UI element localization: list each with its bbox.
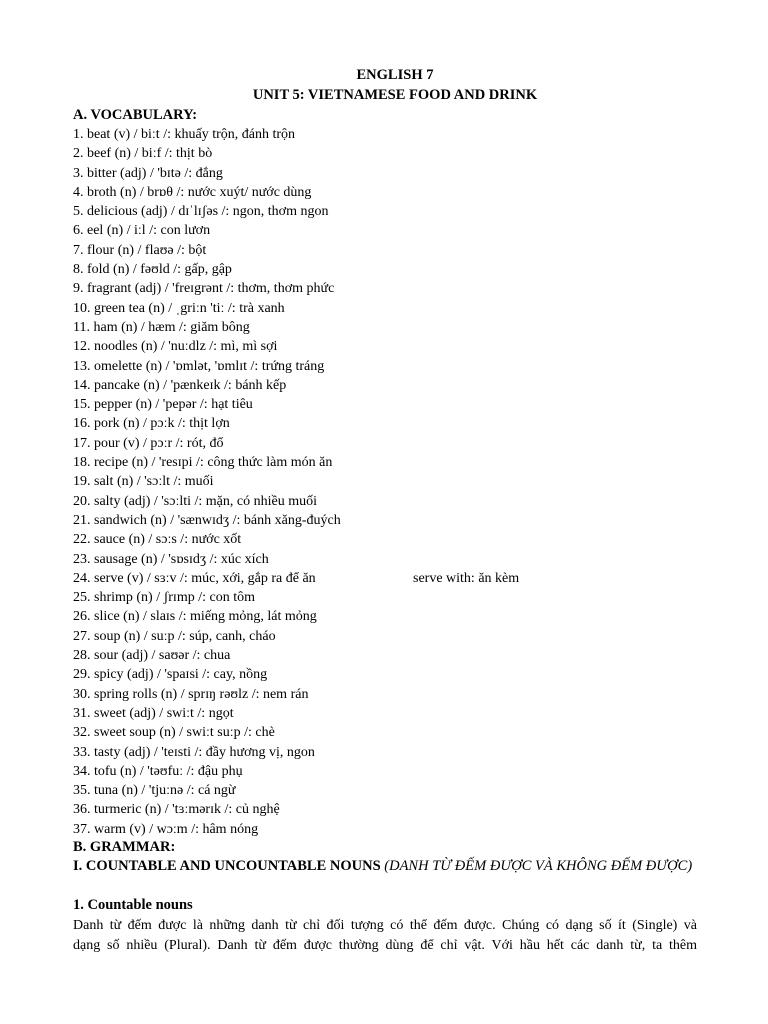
- vocabulary-entry: 6. eel (n) / iːl /: con lươn: [73, 223, 211, 239]
- vocabulary-item: [73, 395, 341, 414]
- vocabulary-item: [73, 762, 341, 781]
- vocabulary-item: [73, 260, 341, 279]
- vocabulary-entry: 21. sandwich (n) / 'sænwɪdʒ /: bánh xăng-đuých: [73, 512, 341, 528]
- vocabulary-item: [73, 627, 341, 646]
- vocabulary-entry: 28. sour (adj) / saʊər /: chua: [73, 648, 231, 664]
- vocabulary-item: [73, 607, 341, 626]
- vocabulary-item: [73, 685, 341, 704]
- grammar-heading-translation: (DANH TỪ ĐẾM ĐƯỢC VÀ KHÔNG ĐẾM ĐƯỢC): [384, 858, 693, 874]
- vocabulary-list: [73, 125, 520, 839]
- vocabulary-entry: 32. sweet soup (n) / swiːt suːp /: chè: [73, 725, 275, 741]
- vocabulary-entry: 15. pepper (n) / 'pepər /: hạt tiêu: [73, 397, 253, 413]
- grammar-heading-main: I. COUNTABLE AND UNCOUNTABLE NOUNS: [73, 858, 385, 874]
- vocabulary-item: [73, 646, 341, 665]
- vocabulary-item: [73, 376, 341, 395]
- vocabulary-entry: 36. turmeric (n) / 'tɜːmərɪk /: củ nghệ: [73, 802, 280, 818]
- vocabulary-entry: 23. sausage (n) / 'sɒsɪdʒ /: xúc xích: [73, 551, 269, 567]
- vocabulary-item: [73, 492, 341, 511]
- grammar-heading: [73, 857, 713, 876]
- vocabulary-entry: 31. sweet (adj) / swiːt /: ngọt: [73, 705, 234, 721]
- section-vocabulary-heading: A. VOCABULARY:: [73, 107, 198, 123]
- vocabulary-item: [73, 472, 341, 491]
- vocabulary-entry: 27. soup (n) / suːp /: súp, canh, cháo: [73, 628, 276, 644]
- vocabulary-item: [73, 221, 341, 240]
- vocabulary-entry: 8. fold (n) / fəʊld /: gấp, gập: [73, 262, 232, 278]
- vocabulary-item: [73, 434, 341, 453]
- vocabulary-item: [73, 144, 341, 163]
- course-title: ENGLISH 7: [356, 67, 434, 83]
- vocabulary-item: [73, 704, 341, 723]
- vocabulary-item: [73, 414, 341, 433]
- vocabulary-item: [73, 743, 341, 762]
- vocabulary-entry: 29. spicy (adj) / 'spaɪsi /: cay, nồng: [73, 667, 268, 683]
- vocabulary-entry: 7. flour (n) / flaʊə /: bột: [73, 242, 207, 258]
- vocabulary-entry: 37. warm (v) / wɔːm /: hâm nóng: [73, 821, 259, 837]
- vocabulary-entry: 35. tuna (n) / 'tjuːnə /: cá ngừ: [73, 783, 236, 799]
- vocabulary-entry: 24. serve (v) / sɜːv /: múc, xới, gắp ra để ăn: [73, 570, 316, 586]
- countable-nouns-subheading: 1. Countable nouns: [73, 897, 193, 913]
- vocabulary-entry: 3. bitter (adj) / 'bɪtə /: đắng: [73, 165, 223, 181]
- vocabulary-entry: 1. beat (v) / biːt /: khuấy trộn, đánh trộn: [73, 127, 296, 142]
- vocabulary-entry: 18. recipe (n) / 'resɪpi /: công thức làm món ăn: [73, 455, 333, 471]
- vocabulary-entry: 12. noodles (n) / 'nuːdlz /: mì, mì sợi: [73, 339, 278, 355]
- vocabulary-entry: 4. broth (n) / brɒθ /: nước xuýt/ nước dùng: [73, 184, 312, 200]
- vocabulary-item: [73, 318, 341, 337]
- vocabulary-item: [73, 164, 341, 183]
- vocabulary-item: [73, 241, 341, 260]
- vocabulary-item: [73, 820, 341, 839]
- vocabulary-entry: 13. omelette (n) / 'ɒmlət, 'ɒmlɪt /: trứng tráng: [73, 358, 325, 374]
- vocabulary-entry: 25. shrimp (n) / ʃrɪmp /: con tôm: [73, 590, 255, 606]
- vocabulary-item: [73, 781, 341, 800]
- vocabulary-entry: 2. beef (n) / biːf /: thịt bò: [73, 146, 213, 162]
- vocabulary-entry: 9. fragrant (adj) / 'freɪgrənt /: thơm, thơm phức: [73, 281, 335, 297]
- vocabulary-entry: 26. slice (n) / slaɪs /: miếng mỏng, lát mỏng: [73, 609, 317, 625]
- vocabulary-entry: 22. sauce (n) / sɔːs /: nước xốt: [73, 532, 242, 548]
- vocabulary-entry: 19. salt (n) / 'sɔːlt /: muối: [73, 474, 214, 490]
- vocabulary-item: [73, 357, 341, 376]
- vocabulary-entry: 30. spring rolls (n) / sprɪŋ rəʊlz /: nem rán: [73, 686, 309, 702]
- vocabulary-entry: 17. pour (v) / pɔːr /: rót, đổ: [73, 435, 224, 451]
- vocabulary-item: [73, 800, 341, 819]
- vocabulary-entry: 14. pancake (n) / 'pænkeɪk /: bánh kếp: [73, 377, 287, 393]
- vocabulary-entry: 20. salty (adj) / 'sɔːlti /: mặn, có nhiều muối: [73, 493, 317, 509]
- vocabulary-item: [73, 723, 341, 742]
- vocabulary-note: serve with: ăn kèm: [413, 570, 520, 586]
- vocabulary-item: [73, 530, 341, 549]
- vocabulary-entry: 34. tofu (n) / 'təʊfuː /: đậu phụ: [73, 763, 243, 779]
- vocabulary-item: [73, 337, 341, 356]
- vocabulary-item: [73, 299, 341, 318]
- section-grammar-heading: B. GRAMMAR:: [73, 839, 176, 855]
- paragraph-line: dạng số nhiều (Plural). Danh từ đếm được thường dùng để chỉ vật. Với hầu hết các danh từ, ta thêm: [73, 938, 697, 953]
- vocabulary-item: [73, 511, 341, 530]
- vocabulary-entry: 33. tasty (adj) / 'teɪsti /: đầy hương vị, ngon: [73, 744, 315, 760]
- vocabulary-item: [73, 183, 341, 202]
- vocabulary-entry: 5. delicious (adj) / dɪˈlɪʃəs /: ngon, thơm ngon: [73, 204, 329, 220]
- unit-title: UNIT 5: VIETNAMESE FOOD AND DRINK: [252, 87, 538, 103]
- vocabulary-item: [73, 453, 341, 472]
- vocabulary-entry: 11. ham (n) / hæm /: giăm bông: [73, 319, 250, 335]
- vocabulary-item: [73, 202, 341, 221]
- vocabulary-item: [73, 279, 341, 298]
- vocabulary-item: [73, 588, 341, 607]
- paragraph-line: Danh từ đếm được là những danh từ chỉ đối tượng có thể đếm được. Chúng có dạng số ít (Single) và: [73, 918, 697, 933]
- vocabulary-item: [73, 125, 341, 144]
- countable-nouns-paragraph: [73, 916, 697, 956]
- vocabulary-item: [73, 665, 341, 684]
- vocabulary-item: [73, 550, 341, 569]
- vocabulary-entry: 16. pork (n) / pɔːk /: thịt lợn: [73, 416, 230, 432]
- vocabulary-item: [73, 569, 520, 588]
- vocabulary-entry: 10. green tea (n) / ˌgriːn 'tiː /: trà xanh: [73, 300, 285, 316]
